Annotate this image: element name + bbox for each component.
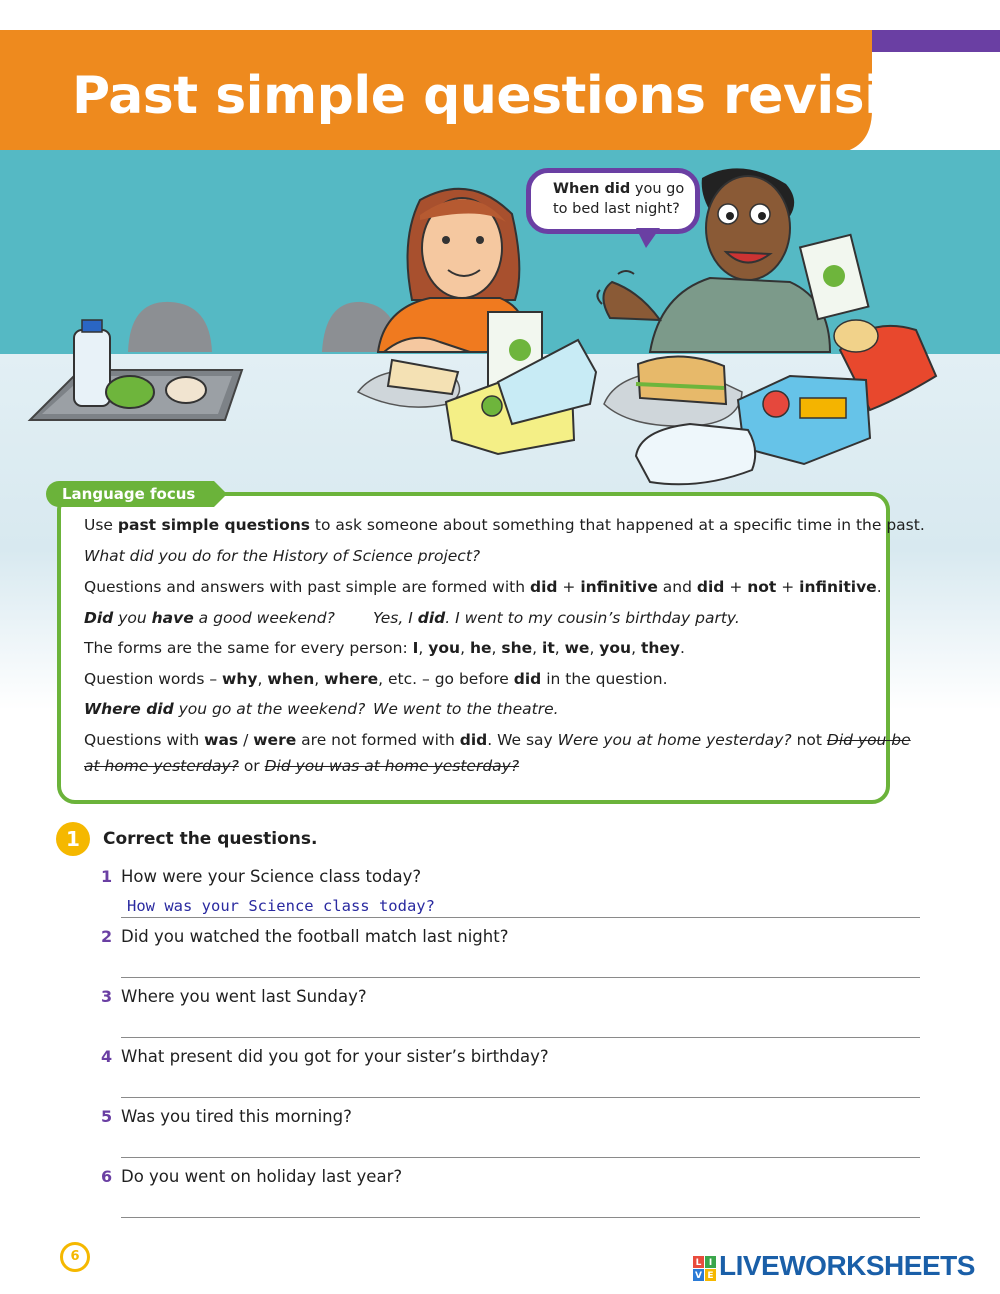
- lf-bold: infinitive: [799, 578, 877, 596]
- lf-example-3-answer: We went to the theatre.: [373, 700, 559, 718]
- lf-wrong-example: Did you was at home yesterday?: [264, 757, 520, 775]
- lf-separator: ,: [460, 639, 470, 657]
- lf-bold: did: [513, 670, 542, 688]
- exercise-instruction: Correct the questions.: [103, 829, 318, 849]
- lf-person-word: he: [469, 639, 492, 657]
- lf-bold: did: [417, 609, 446, 627]
- lf-bold: where: [324, 670, 379, 688]
- lf-separator: ,: [418, 639, 429, 657]
- question-number: 2: [101, 927, 113, 946]
- bubble-text-2: to bed last night?: [553, 201, 680, 217]
- lf-text: , etc. – go before: [378, 670, 514, 688]
- lf-text: +: [776, 578, 800, 596]
- lf-separator: ,: [554, 639, 565, 657]
- lf-bold: Did: [84, 609, 114, 627]
- lf-separator: ,: [589, 639, 600, 657]
- lf-text: .: [876, 578, 882, 596]
- lf-example-3: [84, 700, 365, 718]
- lf-text: /: [238, 731, 254, 749]
- lf-text: ,: [314, 670, 325, 688]
- speech-bubble-tail: [636, 228, 660, 248]
- logo-letter: L: [695, 1258, 702, 1268]
- lf-text: a good weekend?: [193, 609, 335, 627]
- lf-text: in the question.: [541, 670, 668, 688]
- question-number: 4: [101, 1047, 113, 1066]
- question-number: 3: [101, 987, 113, 1006]
- logo-letter: V: [695, 1271, 702, 1281]
- logo-letter: I: [708, 1258, 713, 1268]
- lf-person-word: they: [640, 639, 681, 657]
- lf-text: .: [680, 639, 685, 657]
- lf-text: Questions and answers with past simple are formed with: [84, 578, 530, 596]
- answer-input-2[interactable]: [121, 953, 920, 979]
- lf-text: and: [657, 578, 697, 596]
- lf-text: +: [724, 578, 748, 596]
- lf-bold: did: [459, 731, 488, 749]
- lf-text: Yes, I: [373, 609, 418, 627]
- lf-rule-2: [84, 578, 882, 596]
- lf-example-2: [84, 609, 335, 627]
- lf-text: The forms are the same for every person:: [84, 639, 413, 657]
- question-number: 6: [101, 1167, 113, 1186]
- answer-input-4[interactable]: [121, 1073, 920, 1099]
- answer-line: [121, 1097, 920, 1098]
- lf-text: you go at the weekend?: [173, 700, 366, 718]
- question-number: 1: [101, 867, 113, 886]
- lf-example-2-answer: [373, 609, 740, 627]
- lf-bold: when: [267, 670, 315, 688]
- lf-wrong-example: Did you be: [826, 731, 911, 749]
- exercise-number-badge: 1: [56, 822, 90, 856]
- bubble-bold-text: When did: [553, 181, 631, 197]
- lf-text: ,: [257, 670, 268, 688]
- answer-line: [121, 1037, 920, 1038]
- lf-bold: were: [253, 731, 297, 749]
- lf-person-word: we: [564, 639, 590, 657]
- lf-example-1: What did you do for the History of Science project?: [84, 547, 481, 565]
- lf-bold: was: [204, 731, 239, 749]
- lf-text: . I went to my cousin’s birthday party.: [445, 609, 740, 627]
- page-title: Past simple questions revision: [72, 66, 954, 126]
- lf-wrong-example: at home yesterday?: [84, 757, 239, 775]
- question-text: How were your Science class today?: [121, 867, 422, 886]
- question-number: 5: [101, 1107, 113, 1126]
- lf-separator: ,: [631, 639, 641, 657]
- lf-text: . We say: [487, 731, 558, 749]
- answer-line: [121, 1217, 920, 1218]
- language-focus-tab: Language focus: [46, 481, 214, 507]
- lf-separator: ,: [491, 639, 502, 657]
- lf-bold: why: [222, 670, 258, 688]
- lf-rule-1: [84, 516, 925, 534]
- answer-line: [121, 917, 920, 918]
- question-text: Was you tired this morning?: [121, 1107, 352, 1126]
- lf-separator: ,: [532, 639, 542, 657]
- lf-rule-3: [84, 639, 685, 657]
- speech-bubble: [526, 168, 700, 234]
- lf-text: Question words –: [84, 670, 223, 688]
- lf-person-word: you: [428, 639, 461, 657]
- question-text: Do you went on holiday last year?: [121, 1167, 403, 1186]
- answer-input-5[interactable]: [121, 1133, 920, 1159]
- lf-rule-4: [84, 670, 668, 688]
- lf-bold: did: [696, 578, 725, 596]
- lf-person-word: I: [412, 639, 419, 657]
- liveworksheets-logo-icon: [693, 1254, 717, 1284]
- lf-text: Questions with: [84, 731, 205, 749]
- bubble-text-1: you go: [630, 181, 685, 197]
- answer-input-3[interactable]: [121, 1013, 920, 1039]
- lf-text: are not formed with: [296, 731, 460, 749]
- liveworksheets-brand[interactable]: LIVEWORKSHEETS: [719, 1250, 975, 1281]
- lf-text: +: [557, 578, 581, 596]
- lf-bold: infinitive: [580, 578, 658, 596]
- question-text: What present did you got for your sister’s birthday?: [121, 1047, 549, 1066]
- lf-correct-example: Were you at home yesterday?: [557, 731, 792, 749]
- answer-line: [121, 977, 920, 978]
- lf-person-word: it: [542, 639, 555, 657]
- lf-bold: past simple questions: [117, 516, 310, 534]
- lf-bold: not: [747, 578, 777, 596]
- answer-input-1[interactable]: [121, 893, 920, 919]
- lf-text: or: [238, 757, 265, 775]
- lf-text: to ask someone about something that happened at a specific time in the past.: [309, 516, 925, 534]
- lf-persons-list: [413, 639, 680, 657]
- lf-person-word: you: [599, 639, 632, 657]
- logo-letter: E: [707, 1271, 714, 1281]
- lf-bold: did: [529, 578, 558, 596]
- answer-line: [121, 1157, 920, 1158]
- lf-text: not: [791, 731, 827, 749]
- lf-bold: have: [151, 609, 194, 627]
- lf-rule-5-cont: [84, 757, 519, 775]
- lf-text: you: [113, 609, 152, 627]
- lf-bold: Where did: [84, 700, 174, 718]
- lf-text: Use: [84, 516, 118, 534]
- lf-person-word: she: [501, 639, 533, 657]
- question-text: Did you watched the football match last night?: [121, 927, 509, 946]
- page-number: 6: [60, 1242, 90, 1272]
- answer-input-6[interactable]: [121, 1193, 920, 1219]
- lf-rule-5: [84, 731, 911, 749]
- question-text: Where you went last Sunday?: [121, 987, 367, 1006]
